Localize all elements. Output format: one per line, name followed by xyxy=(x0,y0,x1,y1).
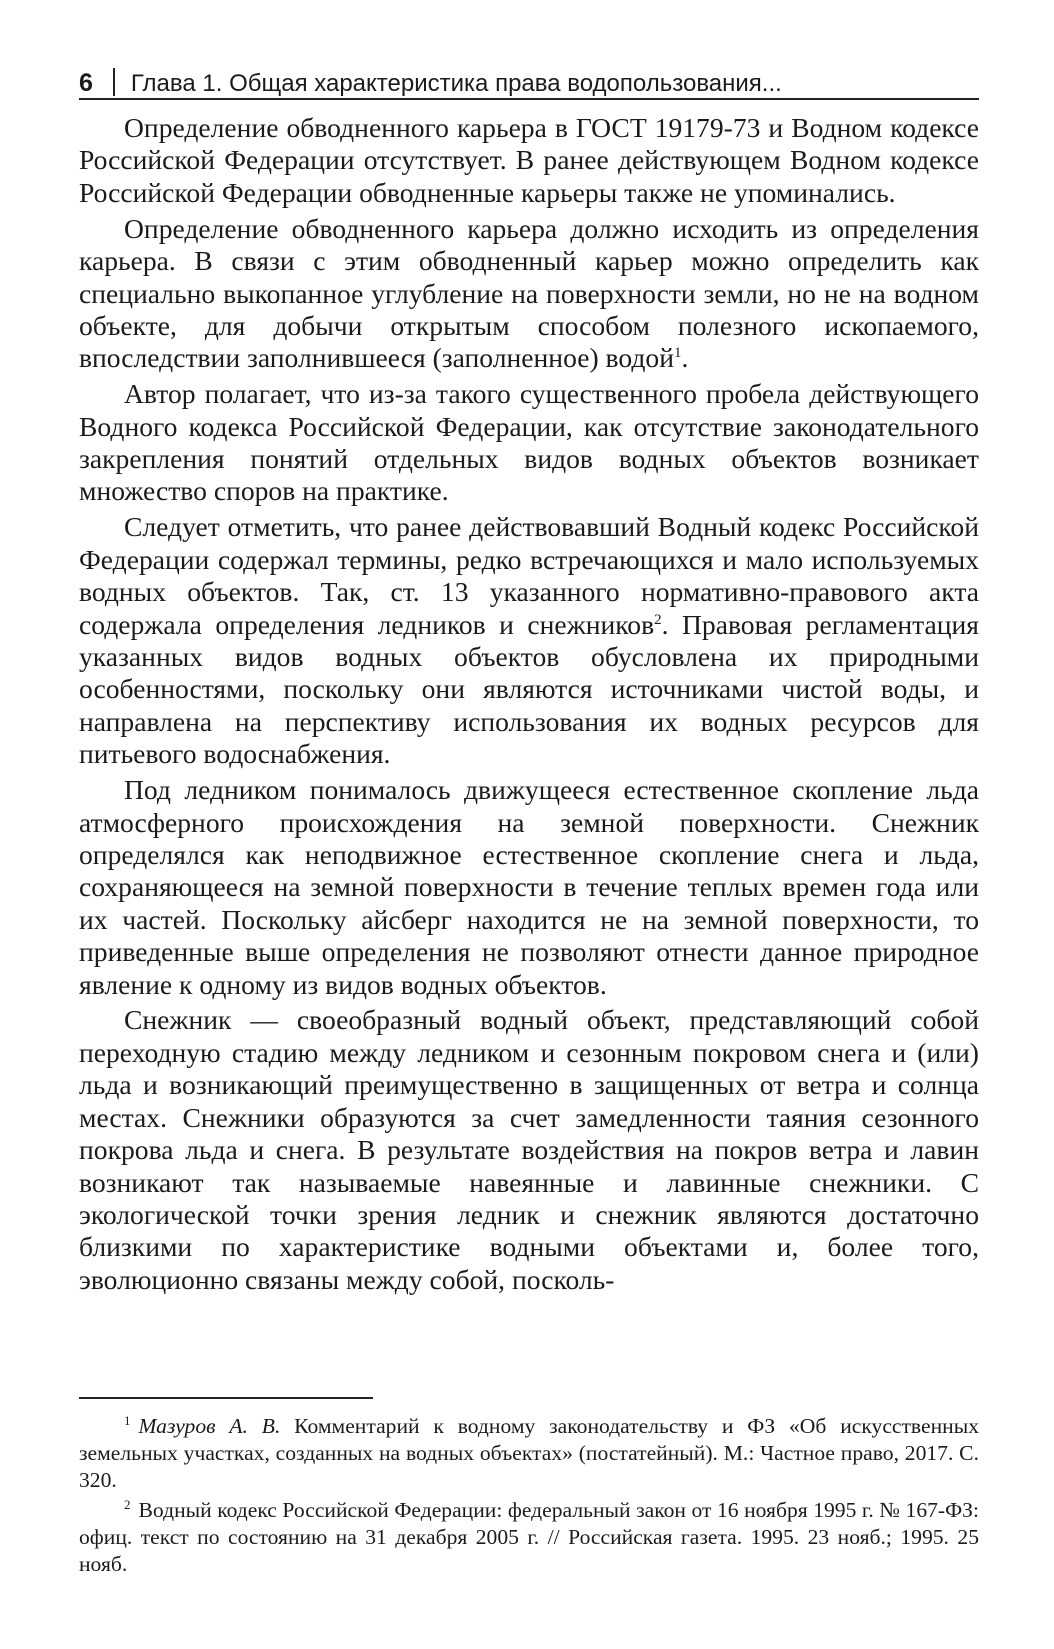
footnote-mark: 1 xyxy=(124,1412,131,1428)
paragraph-2 xyxy=(79,213,979,375)
paragraph-2-text: Определение обводненного карьера должно исходить из определения карьера. В связи с этим обводненный карьер можно определить как специально выкопанное углубление на поверхности земли, но не на водном объекте, для добычи открытым способом полезного ископаемого, впоследствии заполнившееся (заполненное) водой xyxy=(79,212,979,374)
footnotes xyxy=(79,1413,979,1582)
footnote-rule xyxy=(79,1397,373,1399)
paragraph-3: Автор полагает, что из-за такого существенного пробела действующего Водного кодекса Российской Федерации, как отсутствие законодательного закрепления понятий отдельных видов водных объектов возникает множество споров на практике. xyxy=(79,378,979,507)
paragraph-2-end: . xyxy=(681,342,689,374)
running-header xyxy=(79,58,979,98)
paragraph-4-end: . Правовая регламентация указанных видов водных объектов обусловлена их природными особенностями, поскольку они являются источниками чистой воды, и направлена на перспективу использования их водных ресурсов для питьевого водоснабжения. xyxy=(79,608,979,770)
footnote-1 xyxy=(79,1413,979,1493)
footnote-ref-2: 2 xyxy=(654,611,662,628)
footnote-text: Водный кодекс Российской Федерации: федеральный закон от 16 ноября 1995 г. № 167-ФЗ: офиц. текст по состоянию на 31 декабря 2005 г. // Российская газета. 1995. 23 нояб.; 1995. 25 нояб. xyxy=(79,1498,979,1576)
paragraph-4 xyxy=(79,511,979,770)
footnote-author: Мазуров А. В. xyxy=(138,1414,281,1438)
paragraph-5: Под ледником понималось движущееся естественное скопление льда атмосферного происхождения на земной поверхности. Снежник определялся как неподвижное естественное скопление снега и льда, сохраняющееся на земной поверхности в течение теплых времен года или их частей. Поскольку айсберг находится не на земной поверхности, то приведенные выше определения не позволяют отнести данное природное явление к одному из видов водных объектов. xyxy=(79,774,979,1000)
page-number: 6 xyxy=(79,69,93,97)
footnote-ref-1: 1 xyxy=(673,345,682,362)
header-rule xyxy=(79,98,979,100)
body-text xyxy=(79,112,979,1296)
paragraph-4-text: Следует отметить, что ранее действовавший Водный кодекс Российской Федерации содержал термины, редко встречающихся и мало используемых водных объектов. Так, ст. 13 указанного нормативно-правового акта содержала определения ледников и снежников xyxy=(79,511,979,640)
footnote-mark: 2 xyxy=(124,1497,131,1513)
header-separator xyxy=(113,68,115,96)
paragraph-1: Определение обводненного карьера в ГОСТ 19179-73 и Водном кодексе Российской Федерации отсутствует. В ранее действующем Водном кодексе Российской Федерации обводненные карьеры также не упоминались. xyxy=(79,112,979,208)
chapter-title: Глава 1. Общая характеристика права водопользования... xyxy=(130,70,782,97)
paragraph-6: Снежник — своеобразный водный объект, представляющий собой переходную стадию между ледником и сезонным покровом снега и (или) льда и возникающий преимущественно в защищенных от ветра и солнца местах. Снежники образуются за счет замедленности таяния сезонного покрова льда и снега. В результате воздействия на покров ветра и лавин возникают так называемые навеянные и лавинные снежники. С экологической точки зрения ледник и снежник являются достаточно близкими по характеристике водными объектами и, более того, эволюционно связаны между собой, посколь- xyxy=(79,1004,979,1295)
footnote-2 xyxy=(79,1497,979,1577)
footnote-text: Комментарий к водному законодательству и ФЗ «Об искусственных земельных участках, созданных на водных объектах» (постатейный). М.: Частное право, 2017. С. 320. xyxy=(79,1414,980,1492)
